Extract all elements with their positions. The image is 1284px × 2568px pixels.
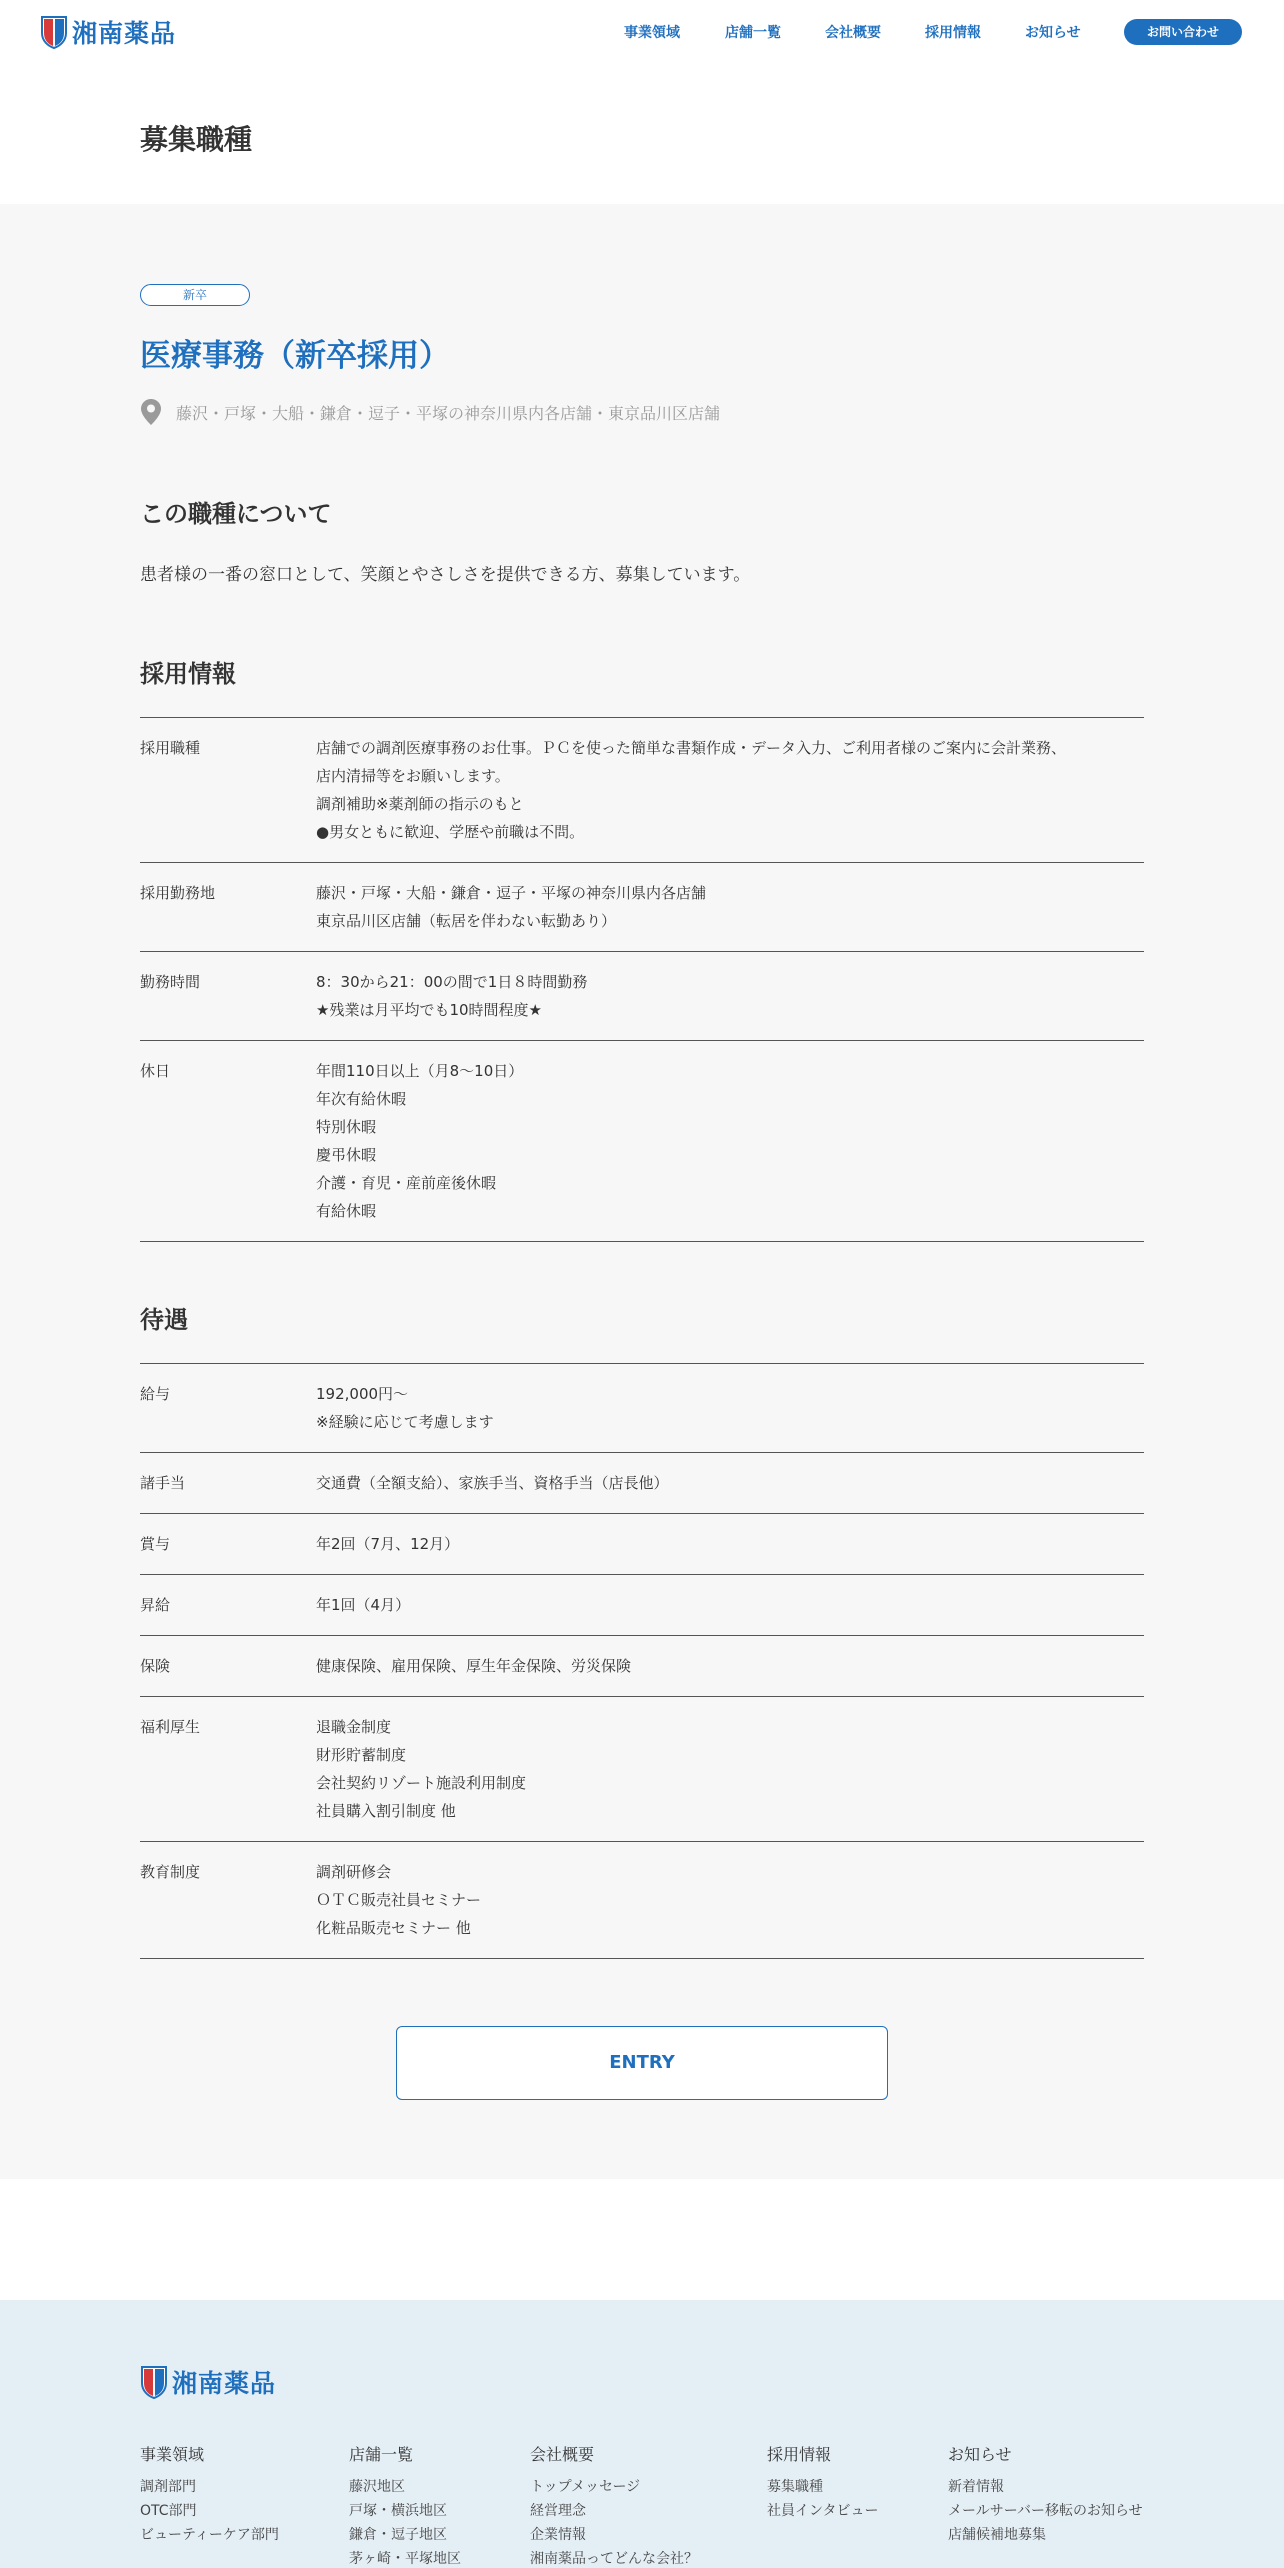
value-line: ※経験に応じて考慮します bbox=[316, 1413, 494, 1431]
benefits-heading: 待遇 bbox=[140, 1306, 188, 1334]
page-title: 募集職種 bbox=[140, 123, 253, 156]
footer-column bbox=[948, 2442, 1143, 2547]
row-label: 給与 bbox=[140, 1385, 171, 1403]
site-footer bbox=[0, 2300, 1284, 2568]
value-line: 店舗での調剤医療事務のお仕事。ＰＣを使った簡単な書類作成・データ入力、ご利用者様のご案内に会計業務、 bbox=[316, 739, 1067, 757]
value-line: 年1回（4月） bbox=[316, 1596, 411, 1614]
contact-button[interactable]: お問い合わせ bbox=[1124, 19, 1242, 45]
table-row bbox=[140, 1514, 1144, 1575]
row-label: 賞与 bbox=[140, 1535, 171, 1553]
footer-link[interactable]: 新着情報 bbox=[948, 2479, 1004, 2495]
nav-recruit[interactable]: 採用情報 bbox=[925, 25, 981, 41]
row-label: 教育制度 bbox=[140, 1863, 201, 1881]
footer-link[interactable]: ビューティーケア部門 bbox=[140, 2527, 279, 2543]
footer-column-heading[interactable]: 会社概要 bbox=[530, 2445, 595, 2464]
value-line: 特別休暇 bbox=[316, 1118, 377, 1136]
footer-column-heading[interactable]: お知らせ bbox=[948, 2445, 1012, 2464]
footer-logo[interactable] bbox=[140, 2364, 276, 2400]
value-line: 財形貯蓄制度 bbox=[316, 1746, 407, 1764]
site-header bbox=[0, 0, 1284, 62]
table-row bbox=[140, 1697, 1144, 1842]
footer-link[interactable]: 調剤部門 bbox=[140, 2479, 196, 2495]
row-label: 福利厚生 bbox=[140, 1718, 201, 1736]
value-line: 調剤研修会 bbox=[316, 1863, 392, 1881]
row-value bbox=[316, 968, 587, 1024]
row-label: 休日 bbox=[140, 1062, 171, 1080]
recruit-heading: 採用情報 bbox=[140, 660, 236, 688]
value-line: 年次有給休暇 bbox=[316, 1090, 407, 1108]
row-label: 勤務時間 bbox=[140, 973, 201, 991]
footer-column-heading[interactable]: 事業領域 bbox=[140, 2445, 205, 2464]
table-row bbox=[140, 952, 1144, 1041]
footer-link[interactable]: 店舗候補地募集 bbox=[948, 2527, 1046, 2543]
footer-link[interactable]: 藤沢地区 bbox=[349, 2479, 405, 2495]
value-line: 東京品川区店舗（転居を伴わない転勤あり） bbox=[316, 912, 617, 930]
value-line: 年2回（7月、12月） bbox=[316, 1535, 460, 1553]
nav-business[interactable]: 事業領域 bbox=[624, 25, 680, 41]
job-location bbox=[140, 398, 720, 426]
about-text: 患者様の一番の窓口として、笑顔とやさしさを提供できる方、募集しています。 bbox=[140, 565, 751, 585]
footer-column bbox=[530, 2442, 698, 2568]
value-line: ＯＴＣ販売社員セミナー bbox=[316, 1891, 482, 1909]
footer-column-heading[interactable]: 採用情報 bbox=[767, 2445, 832, 2464]
table-row bbox=[140, 1041, 1144, 1242]
footer-link[interactable]: 鎌倉・逗子地区 bbox=[349, 2527, 447, 2543]
value-line: 店内清掃等をお願いします。 bbox=[316, 767, 510, 785]
value-line: 社員購入割引制度 他 bbox=[316, 1802, 456, 1820]
table-row bbox=[140, 1636, 1144, 1697]
table-row bbox=[140, 1453, 1144, 1514]
nav-stores[interactable]: 店舗一覧 bbox=[725, 25, 781, 41]
about-heading: この職種について bbox=[140, 500, 332, 528]
value-line: 会社契約リゾート施設利用制度 bbox=[316, 1774, 527, 1792]
benefits-table bbox=[140, 1363, 1144, 1959]
row-value bbox=[316, 1380, 494, 1436]
table-row bbox=[140, 1842, 1144, 1959]
job-title: 医療事務（新卒採用） bbox=[140, 338, 450, 374]
value-line: 交通費（全額支給）、家族手当、資格手当（店長他） bbox=[316, 1474, 669, 1492]
value-line: 年間110日以上（月8～10日） bbox=[316, 1062, 524, 1080]
footer-link[interactable]: メールサーバー移転のお知らせ bbox=[948, 2503, 1143, 2519]
brand-name: 湘南薬品 bbox=[72, 19, 177, 48]
row-value bbox=[316, 1057, 523, 1225]
entry-button[interactable]: ENTRY bbox=[396, 2026, 888, 2100]
footer-link[interactable]: 企業情報 bbox=[530, 2527, 586, 2543]
footer-link[interactable]: 募集職種 bbox=[767, 2479, 823, 2495]
row-value bbox=[316, 1469, 669, 1497]
footer-column-heading[interactable]: 店舗一覧 bbox=[349, 2445, 414, 2464]
footer-brand-name: 湘南薬品 bbox=[172, 2369, 277, 2398]
row-value bbox=[316, 734, 1066, 846]
map-pin-icon bbox=[140, 398, 162, 426]
footer-column bbox=[140, 2442, 279, 2547]
job-type-badge: 新卒 bbox=[140, 284, 250, 306]
row-label: 諸手当 bbox=[140, 1474, 186, 1492]
value-line: 調剤補助※薬剤師の指示のもと bbox=[316, 795, 524, 813]
row-value bbox=[316, 1713, 526, 1825]
location-text: 藤沢・戸塚・大船・鎌倉・逗子・平塚の神奈川県内各店舗・東京品川区店舗 bbox=[176, 403, 721, 423]
row-label: 採用職種 bbox=[140, 739, 201, 757]
shield-logo-icon bbox=[140, 2365, 168, 2399]
value-line: 有給休暇 bbox=[316, 1202, 377, 1220]
table-row bbox=[140, 718, 1144, 863]
footer-link[interactable]: トップメッセージ bbox=[530, 2479, 641, 2495]
value-line: ★残業は月平均でも10時間程度★ bbox=[316, 1001, 542, 1019]
value-line: 192,000円～ bbox=[316, 1385, 409, 1403]
row-label: 採用勤務地 bbox=[140, 884, 216, 902]
value-line: 慶弔休暇 bbox=[316, 1146, 377, 1164]
table-row bbox=[140, 1364, 1144, 1453]
value-line: 介護・育児・産前産後休暇 bbox=[316, 1174, 497, 1192]
table-row bbox=[140, 1575, 1144, 1636]
value-line: ●男女ともに歓迎、学歴や前職は不問。 bbox=[316, 823, 585, 841]
footer-column bbox=[767, 2442, 878, 2523]
row-value bbox=[316, 1530, 459, 1558]
table-row bbox=[140, 863, 1144, 952]
row-label: 保険 bbox=[140, 1657, 171, 1675]
footer-link[interactable]: 戸塚・横浜地区 bbox=[349, 2503, 447, 2519]
footer-link[interactable]: 茅ヶ崎・平塚地区 bbox=[349, 2551, 461, 2567]
nav-news[interactable]: お知らせ bbox=[1025, 25, 1081, 41]
footer-link[interactable]: 社員インタビュー bbox=[767, 2503, 879, 2519]
value-line: 退職金制度 bbox=[316, 1718, 392, 1736]
row-value bbox=[316, 1652, 631, 1680]
value-line: 藤沢・戸塚・大船・鎌倉・逗子・平塚の神奈川県内各店舗 bbox=[316, 884, 707, 902]
footer-link[interactable]: 湘南薬品ってどんな会社？ bbox=[530, 2551, 698, 2567]
value-line: 健康保険、雇用保険、厚生年金保険、労災保険 bbox=[316, 1657, 632, 1675]
nav-company[interactable]: 会社概要 bbox=[825, 25, 881, 41]
row-label: 昇給 bbox=[140, 1596, 171, 1614]
row-value bbox=[316, 879, 706, 935]
footer-column bbox=[349, 2442, 461, 2568]
main-nav bbox=[0, 22, 1284, 42]
footer-link[interactable]: 経営理念 bbox=[530, 2503, 586, 2519]
row-value bbox=[316, 1858, 481, 1942]
value-line: 化粧品販売セミナー 他 bbox=[316, 1919, 471, 1937]
footer-link[interactable]: OTC部門 bbox=[140, 2503, 197, 2519]
value-line: 8：30から21：00の間で1日８時間勤務 bbox=[316, 973, 588, 991]
row-value bbox=[316, 1591, 410, 1619]
recruit-info-table bbox=[140, 717, 1144, 1242]
